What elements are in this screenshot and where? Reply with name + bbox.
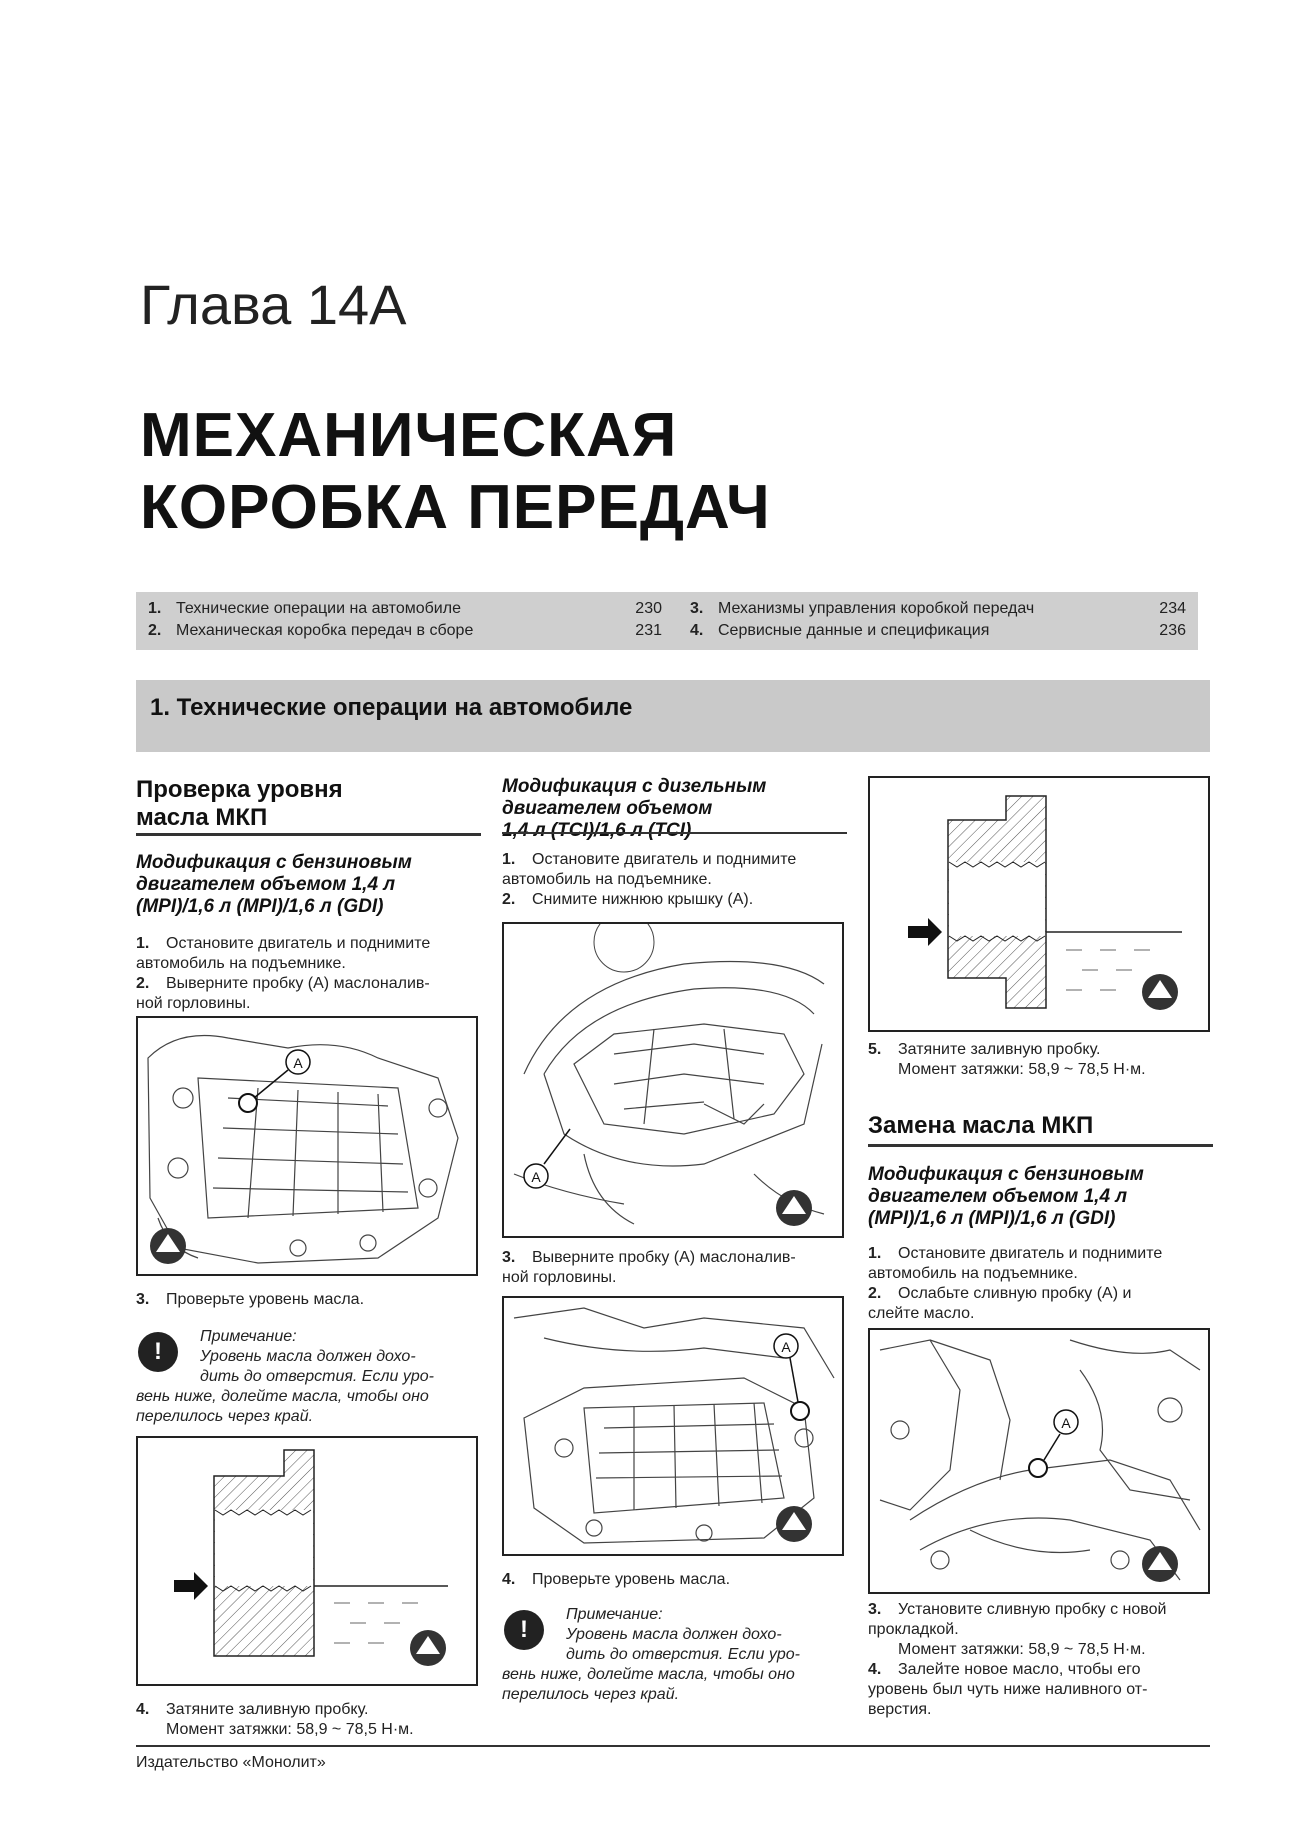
step-text: Снимите нижнюю крышку (А). [532, 891, 754, 908]
modification-line: двигателем объемом [502, 798, 713, 819]
figure-gearbox-filler-diesel [502, 1296, 844, 1556]
toc-page: 236 [1159, 622, 1186, 639]
note-title: Примечание: [200, 1328, 297, 1345]
step-number: 2. [868, 1285, 882, 1302]
step-item [868, 1040, 1213, 1080]
step-number: 2. [502, 891, 516, 908]
step-number: 4. [868, 1661, 882, 1678]
step-number: 3. [868, 1601, 882, 1618]
subsection-heading: Замена масла МКП [868, 1112, 1094, 1139]
step-text: Установите сливную пробку с новой [898, 1601, 1167, 1618]
note-text: вень ниже, долейте масла, чтобы оно [502, 1666, 795, 1683]
step-text: Залейте новое масло, чтобы его [898, 1661, 1141, 1678]
note-text: вень ниже, долейте масла, чтобы оно [136, 1388, 429, 1405]
step-text: Момент затяжки: 58,9 ~ 78,5 Н·м. [898, 1641, 1146, 1658]
step-text: Проверьте уровень масла. [166, 1291, 365, 1308]
step-text: уровень был чуть ниже наливного от- [868, 1681, 1148, 1698]
toc-num: 2. [148, 622, 162, 639]
step-text: Затяните заливную пробку. [898, 1041, 1101, 1058]
heading-rule [502, 832, 847, 834]
step-number: 4. [502, 1571, 516, 1588]
toc-item[interactable] [690, 622, 1186, 640]
gearbox-illustration [504, 1298, 842, 1554]
oil-level-diagram [138, 1438, 476, 1684]
note-icon: ! [504, 1610, 544, 1650]
step-text: слейте масло. [868, 1305, 975, 1322]
figure-gearbox-filler [136, 1016, 478, 1276]
figure-oil-level [136, 1436, 478, 1686]
step-text: Ослабьте сливную пробку (А) и [898, 1285, 1132, 1302]
figure-drain-plug [868, 1328, 1210, 1594]
note-text: дить до отверстия. Если уро- [200, 1368, 434, 1385]
footer-rule [136, 1745, 1210, 1747]
step-list [868, 1600, 1213, 1720]
modification-line: (MPI)/1,6 л (MPI)/1,6 л (GDI) [136, 896, 384, 917]
figure-under-cover [502, 922, 844, 1238]
step-list [502, 850, 847, 910]
heading-line: Проверка уровня [136, 776, 343, 803]
note-text: перелилось через край. [502, 1686, 680, 1703]
section-title: 1. Технические операции на автомобиле [150, 694, 633, 721]
heading-rule [136, 833, 481, 836]
step-text: Момент затяжки: 58,9 ~ 78,5 Н·м. [166, 1721, 414, 1738]
table-of-contents [136, 592, 1198, 650]
step-number: 4. [136, 1701, 150, 1718]
step-number: 3. [136, 1291, 150, 1308]
note-header [566, 1605, 848, 1665]
step-number: 2. [136, 975, 150, 992]
step-number: 1. [868, 1245, 882, 1262]
step-item [136, 1290, 481, 1310]
modification-line: Модификация с бензиновым [868, 1164, 1144, 1185]
toc-item[interactable] [148, 600, 662, 618]
note-text: перелилось через край. [136, 1408, 314, 1425]
step-text: Выверните пробку (А) маслоналив- [532, 1249, 796, 1266]
column-1 [136, 776, 481, 832]
toc-page: 234 [1159, 600, 1186, 617]
modification-line: (MPI)/1,6 л (MPI)/1,6 л (GDI) [868, 1208, 1116, 1229]
modification-heading [136, 852, 481, 918]
note-text: Уровень масла должен дохо- [200, 1348, 416, 1365]
step-text: Затяните заливную пробку. [166, 1701, 369, 1718]
step-text: автомобиль на подъемнике. [136, 955, 346, 972]
toc-page: 231 [635, 622, 662, 639]
gearbox-illustration [138, 1018, 476, 1274]
modification-line: 1,4 л (TCI)/1,6 л (TCI) [502, 820, 692, 841]
modification-heading [868, 1164, 1213, 1230]
step-list [868, 1244, 1213, 1324]
figure-callout: A [1061, 1415, 1071, 1431]
step-number: 1. [502, 851, 516, 868]
subsection-heading [136, 776, 481, 832]
step-text: Выверните пробку (А) маслоналив- [166, 975, 430, 992]
figure-callout: A [293, 1055, 303, 1071]
step-text: Остановите двигатель и поднимите [898, 1245, 1163, 1262]
toc-item[interactable] [148, 622, 662, 640]
step-text: Проверьте уровень масла. [532, 1571, 731, 1588]
title-line-1: МЕХАНИЧЕСКАЯ [140, 401, 678, 470]
toc-label: Механизмы управления коробкой передач [718, 600, 1035, 617]
step-text: ной горловины. [502, 1269, 617, 1286]
step-item [502, 1248, 847, 1288]
toc-page: 230 [635, 600, 662, 617]
figure-callout: A [781, 1339, 791, 1355]
modification-line: двигателем объемом 1,4 л [136, 874, 396, 895]
note-header [200, 1327, 482, 1387]
under-cover-illustration [504, 924, 842, 1236]
note-text: Уровень масла должен дохо- [566, 1626, 782, 1643]
step-text: автомобиль на подъемнике. [502, 871, 712, 888]
step-text: Остановите двигатель и поднимите [532, 851, 797, 868]
figure-callout: A [531, 1169, 541, 1185]
heading-rule [868, 1144, 1213, 1147]
oil-level-diagram [870, 778, 1208, 1030]
step-text: ной горловины. [136, 995, 251, 1012]
toc-num: 1. [148, 600, 162, 617]
publisher-footer: Издательство «Монолит» [136, 1754, 326, 1771]
toc-num: 3. [690, 600, 704, 617]
toc-num: 4. [690, 622, 704, 639]
step-text: верстия. [868, 1701, 932, 1718]
note-title: Примечание: [566, 1606, 663, 1623]
step-number: 3. [502, 1249, 516, 1266]
step-item [136, 1700, 481, 1740]
title-line-2: КОРОБКА ПЕРЕДАЧ [140, 473, 771, 542]
heading-line: масла МКП [136, 804, 268, 831]
step-text: Остановите двигатель и поднимите [166, 935, 431, 952]
step-text: прокладкой. [868, 1621, 959, 1638]
step-text: Момент затяжки: 58,9 ~ 78,5 Н·м. [898, 1061, 1146, 1078]
section-header [136, 680, 1210, 752]
step-number: 5. [868, 1041, 882, 1058]
modification-line: двигателем объемом 1,4 л [868, 1186, 1128, 1207]
step-item [502, 1570, 847, 1590]
figure-oil-level [868, 776, 1210, 1032]
toc-label: Механическая коробка передач в сборе [176, 622, 474, 639]
page-title [140, 400, 771, 544]
step-number: 1. [136, 935, 150, 952]
modification-line: Модификация с дизельным [502, 776, 767, 797]
step-list [136, 934, 481, 1014]
note-body [502, 1665, 847, 1705]
toc-label: Сервисные данные и спецификация [718, 622, 990, 639]
note-icon: ! [138, 1332, 178, 1372]
step-text: автомобиль на подъемнике. [868, 1265, 1078, 1282]
toc-label: Технические операции на автомобиле [176, 600, 461, 617]
drain-plug-illustration [870, 1330, 1208, 1592]
modification-line: Модификация с бензиновым [136, 852, 412, 873]
note-text: дить до отверстия. Если уро- [566, 1646, 800, 1663]
chapter-label: Глава 14А [140, 273, 407, 336]
toc-item[interactable] [690, 600, 1186, 618]
note-body [136, 1387, 481, 1427]
